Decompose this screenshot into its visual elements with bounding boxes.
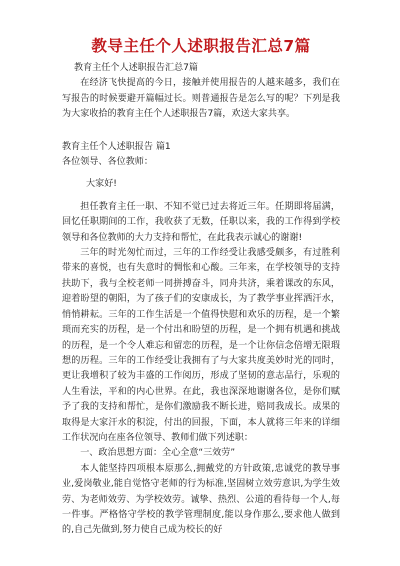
document-title: 教导主任个人述职报告汇总7篇 — [91, 37, 311, 55]
subheading: 一、政治思想方面：全心全意“三效劳” — [80, 448, 236, 459]
spacer — [62, 123, 340, 140]
body-paragraph: 担任教育主任一职、不知不觉已过去将近三年。任期即将届满，回忆任职期间的工作，我收获了无数，任职以来，我的工作得到学校领导和各位教师的大力支持和帮忙，在此我表示诚心的谢谢! — [62, 201, 340, 243]
body-paragraph: 三年的时光匆忙而过，三年的工作经受让我感受颇多，有过胜利带来的喜悦，也有失意时的惆怅和心酸。三年来，在学校领导的支持扶助下，我与全校老师一同拼搏奋斗，同舟共济，乘着课改的东风，迎着盼望的朝阳，为了孩子们的安康成长，为了教学事业挥洒汗水，悄悄耕耘。三年的工作生活是一个值得快慰和欢乐的历程，是一个繁琐而充实的历程，是一个付出和盼望的历程，是一个拥有机遇和挑战的历程，是一个令人难忘和留恋的历程，是一个让你信念倍增无限瑕想的历程。三年的工作经受让我拥有了与大家共度美妙时光的同时，更让我增积了较为丰盛的工作阅历，形成了坚韧的意志品行，乐观的人生看法，平和的内心世界。在此，我也深深地谢谢各位，是你们赋予了我的支持和帮忙，是你们激励我不断长进，赔同我成长。成果的取得是大家汗水的积淀，付出的回报，下面，本人就将三年来的详细工作状况向在座各位领导、教师们做下列述职： — [62, 248, 340, 443]
body-paragraph-last: 本人能坚持四项根本原那么,拥戴党的方针政策,忠诚党的教导事业,爱岗敬业,能自觉恪守老师的行为标准,坚固树立效劳意识,为学生效劳、为老师效劳、为学校效劳。诚挚、热烈、公道的看待每一个人,每一件事。严格恪守学校的教学管理制度,能以身作那么,要求他人做到的,自己先做到,努力使自己成为校长的好 — [62, 463, 340, 536]
spacer-small — [62, 170, 340, 177]
document-subtitle: 教育主任个人述职报告汇总7篇 — [74, 63, 199, 73]
salutation: 各位领导、各位教师： — [62, 157, 153, 168]
intro-paragraph: 在经济飞快提高的今日，接触并使用报告的人越来越多，我们在写报告的时候要避开篇幅过长。则普通报告是怎么写的呢？下列是我为大家收拾的教育主任个人述职报告7篇，欢送大家共享。 — [62, 78, 340, 120]
section-heading: 教育主任个人述职报告 篇1 — [62, 141, 171, 152]
spacer-small — [62, 193, 340, 200]
greeting: 大家好! — [86, 179, 117, 190]
